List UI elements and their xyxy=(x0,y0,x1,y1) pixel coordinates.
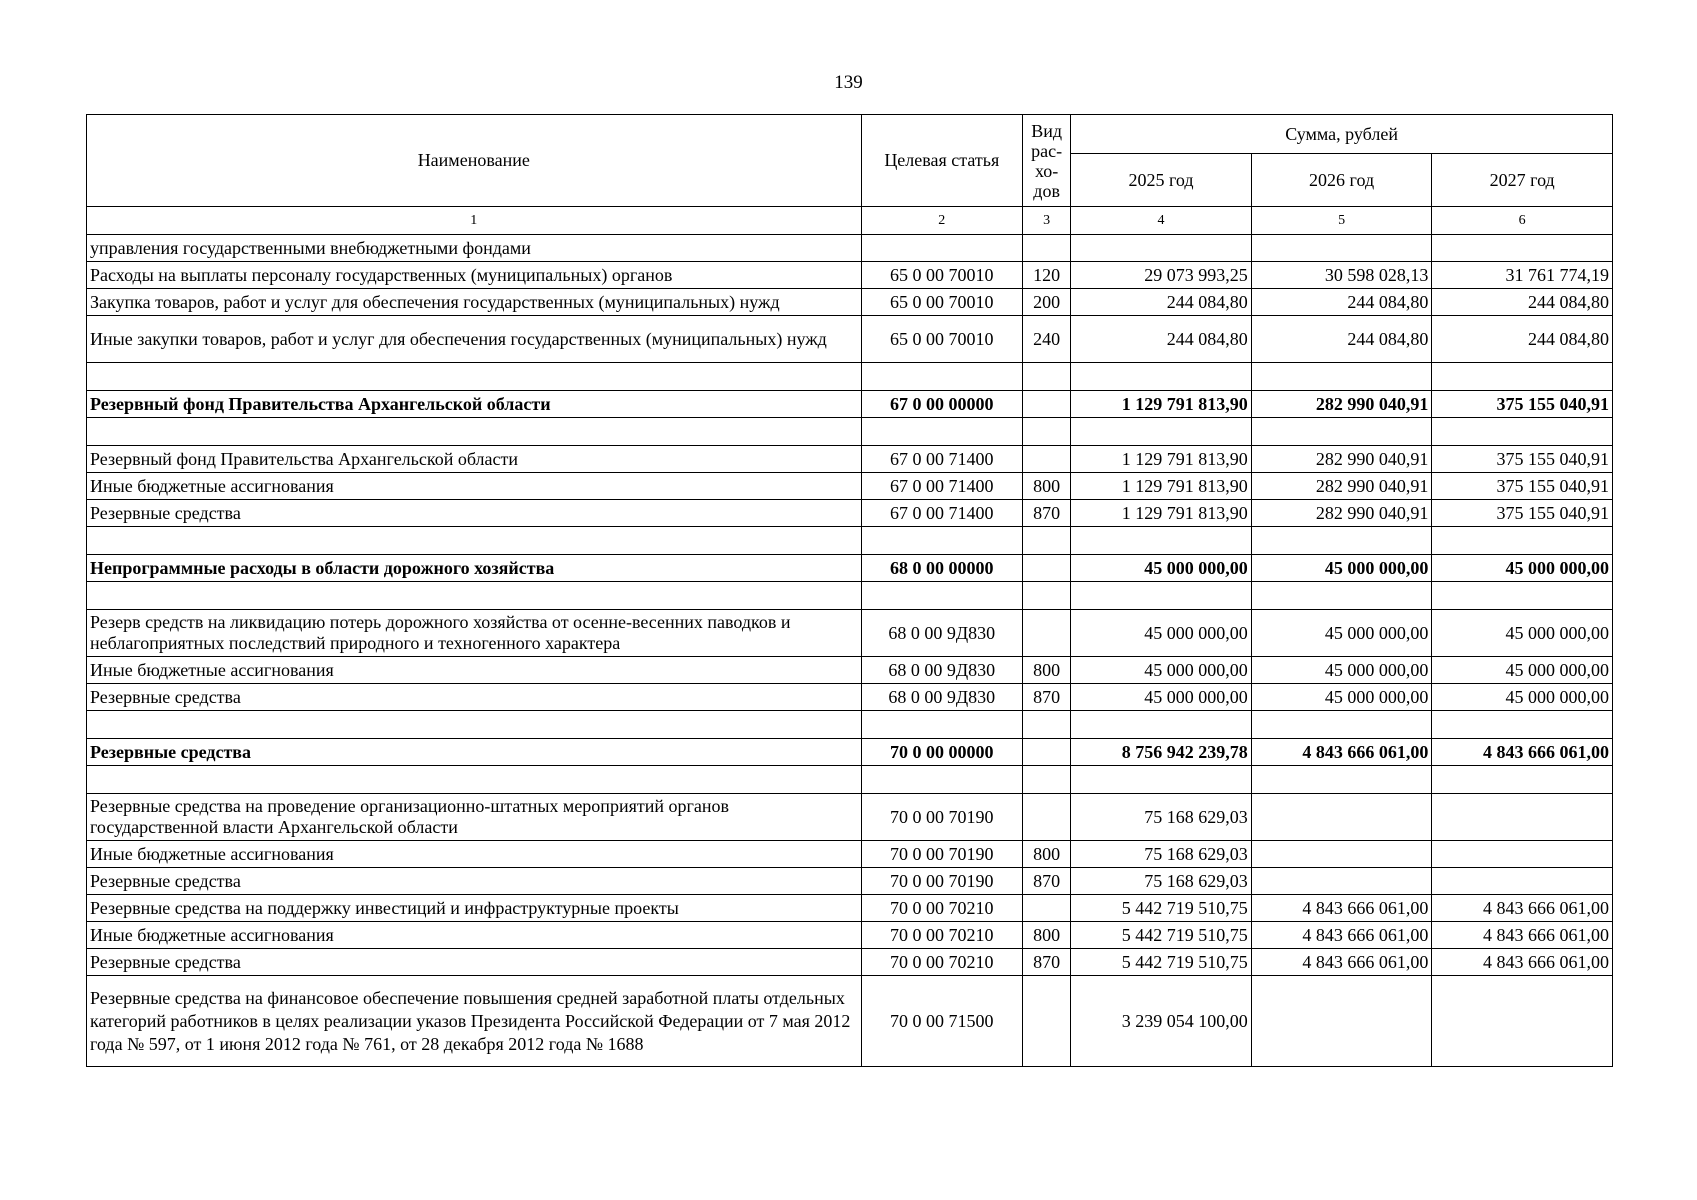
row-name: Закупка товаров, работ и услуг для обеспечения государственных (муниципальных) нужд xyxy=(87,289,862,316)
row-target-code: 65 0 00 70010 xyxy=(861,289,1023,316)
row-amount-2025 xyxy=(1071,418,1252,446)
row-amount-2026 xyxy=(1251,711,1432,739)
row-target-code: 65 0 00 70010 xyxy=(861,262,1023,289)
row-amount-2025: 45 000 000,00 xyxy=(1071,610,1252,657)
row-target-code: 70 0 00 70190 xyxy=(861,794,1023,841)
row-amount-2025: 29 073 993,25 xyxy=(1071,262,1252,289)
row-name: Иные бюджетные ассигнования xyxy=(87,922,862,949)
row-amount-2027 xyxy=(1432,527,1613,555)
row-amount-2027: 244 084,80 xyxy=(1432,289,1613,316)
table-row xyxy=(87,976,1613,1067)
table-row xyxy=(87,922,1613,949)
row-amount-2025: 1 129 791 813,90 xyxy=(1071,391,1252,418)
row-name: Расходы на выплаты персоналу государственных (муниципальных) органов xyxy=(87,262,862,289)
row-target-code: 70 0 00 70190 xyxy=(861,868,1023,895)
row-amount-2026: 282 990 040,91 xyxy=(1251,473,1432,500)
row-amount-2025: 75 168 629,03 xyxy=(1071,868,1252,895)
row-amount-2025: 244 084,80 xyxy=(1071,289,1252,316)
row-name: Иные бюджетные ассигнования xyxy=(87,473,862,500)
row-amount-2026 xyxy=(1251,418,1432,446)
row-expense-kind: 870 xyxy=(1023,500,1071,527)
row-target-code: 70 0 00 70210 xyxy=(861,895,1023,922)
row-amount-2026: 282 990 040,91 xyxy=(1251,500,1432,527)
row-amount-2026 xyxy=(1251,527,1432,555)
row-expense-kind: 800 xyxy=(1023,657,1071,684)
row-amount-2025: 45 000 000,00 xyxy=(1071,555,1252,582)
row-amount-2025: 5 442 719 510,75 xyxy=(1071,895,1252,922)
row-amount-2025: 75 168 629,03 xyxy=(1071,794,1252,841)
column-number: 5 xyxy=(1251,207,1432,235)
row-amount-2027: 375 155 040,91 xyxy=(1432,391,1613,418)
row-name: Резервные средства xyxy=(87,949,862,976)
row-name xyxy=(87,527,862,555)
row-expense-kind xyxy=(1023,895,1071,922)
row-expense-kind xyxy=(1023,711,1071,739)
row-amount-2025 xyxy=(1071,363,1252,391)
row-expense-kind: 800 xyxy=(1023,922,1071,949)
row-target-code: 70 0 00 70210 xyxy=(861,949,1023,976)
row-amount-2025: 244 084,80 xyxy=(1071,316,1252,363)
row-amount-2027 xyxy=(1432,418,1613,446)
row-target-code: 67 0 00 71400 xyxy=(861,446,1023,473)
row-amount-2026: 4 843 666 061,00 xyxy=(1251,922,1432,949)
table-body xyxy=(87,235,1613,1067)
row-name xyxy=(87,582,862,610)
row-name: Резервные средства на проведение организационно-штатных мероприятий органов государственной власти Архангельской области xyxy=(87,794,862,841)
row-target-code: 68 0 00 9Д830 xyxy=(861,657,1023,684)
table-row xyxy=(87,684,1613,711)
row-amount-2025: 45 000 000,00 xyxy=(1071,684,1252,711)
page-number: 139 xyxy=(834,72,863,93)
row-target-code xyxy=(861,235,1023,262)
row-name: Резервный фонд Правительства Архангельской области xyxy=(87,446,862,473)
row-amount-2027: 31 761 774,19 xyxy=(1432,262,1613,289)
row-name xyxy=(87,363,862,391)
row-target-code: 70 0 00 00000 xyxy=(861,739,1023,766)
row-amount-2027 xyxy=(1432,794,1613,841)
row-amount-2027 xyxy=(1432,235,1613,262)
row-expense-kind xyxy=(1023,766,1071,794)
row-amount-2026 xyxy=(1251,794,1432,841)
row-amount-2026: 45 000 000,00 xyxy=(1251,610,1432,657)
row-expense-kind xyxy=(1023,739,1071,766)
row-amount-2026: 4 843 666 061,00 xyxy=(1251,739,1432,766)
header-name: Наименование xyxy=(87,115,862,207)
row-expense-kind xyxy=(1023,794,1071,841)
row-amount-2027 xyxy=(1432,582,1613,610)
row-expense-kind: 870 xyxy=(1023,684,1071,711)
row-amount-2025: 3 239 054 100,00 xyxy=(1071,976,1252,1067)
table-row xyxy=(87,473,1613,500)
row-amount-2025: 8 756 942 239,78 xyxy=(1071,739,1252,766)
row-name xyxy=(87,711,862,739)
row-expense-kind: 240 xyxy=(1023,316,1071,363)
row-amount-2027: 375 155 040,91 xyxy=(1432,473,1613,500)
row-target-code: 70 0 00 70190 xyxy=(861,841,1023,868)
row-amount-2027 xyxy=(1432,841,1613,868)
row-amount-2026: 45 000 000,00 xyxy=(1251,657,1432,684)
table-row xyxy=(87,500,1613,527)
row-amount-2026 xyxy=(1251,868,1432,895)
row-expense-kind: 800 xyxy=(1023,473,1071,500)
row-amount-2027: 4 843 666 061,00 xyxy=(1432,739,1613,766)
row-amount-2025: 1 129 791 813,90 xyxy=(1071,446,1252,473)
row-amount-2027: 375 155 040,91 xyxy=(1432,500,1613,527)
column-number: 4 xyxy=(1071,207,1252,235)
header-year-2026: 2026 год xyxy=(1251,154,1432,207)
row-name: Иные бюджетные ассигнования xyxy=(87,841,862,868)
row-amount-2026 xyxy=(1251,976,1432,1067)
row-target-code xyxy=(861,527,1023,555)
table-row xyxy=(87,316,1613,363)
budget-table xyxy=(86,114,1613,1067)
row-name: Резерв средств на ликвидацию потерь дорожного хозяйства от осенне-весенних паводков и неблагоприятных последствий природного и техногенного характера xyxy=(87,610,862,657)
table-row xyxy=(87,527,1613,555)
row-amount-2025 xyxy=(1071,235,1252,262)
row-amount-2025: 5 442 719 510,75 xyxy=(1071,922,1252,949)
column-number: 6 xyxy=(1432,207,1613,235)
row-expense-kind xyxy=(1023,235,1071,262)
row-amount-2026 xyxy=(1251,582,1432,610)
row-expense-kind: 200 xyxy=(1023,289,1071,316)
row-amount-2027: 375 155 040,91 xyxy=(1432,446,1613,473)
column-number: 3 xyxy=(1023,207,1071,235)
table-row xyxy=(87,711,1613,739)
row-target-code xyxy=(861,582,1023,610)
row-amount-2027 xyxy=(1432,976,1613,1067)
table-row xyxy=(87,363,1613,391)
row-name: управления государственными внебюджетными фондами xyxy=(87,235,862,262)
row-amount-2027 xyxy=(1432,363,1613,391)
row-expense-kind: 120 xyxy=(1023,262,1071,289)
row-target-code: 67 0 00 00000 xyxy=(861,391,1023,418)
row-amount-2025 xyxy=(1071,527,1252,555)
table-row xyxy=(87,766,1613,794)
row-target-code xyxy=(861,766,1023,794)
row-expense-kind xyxy=(1023,976,1071,1067)
row-amount-2027: 244 084,80 xyxy=(1432,316,1613,363)
row-name: Резервные средства xyxy=(87,500,862,527)
row-expense-kind xyxy=(1023,446,1071,473)
row-name: Резервные средства xyxy=(87,868,862,895)
column-number: 2 xyxy=(861,207,1023,235)
table-row xyxy=(87,794,1613,841)
row-expense-kind xyxy=(1023,391,1071,418)
row-amount-2026 xyxy=(1251,363,1432,391)
row-amount-2026: 244 084,80 xyxy=(1251,289,1432,316)
row-target-code: 70 0 00 70210 xyxy=(861,922,1023,949)
table-row xyxy=(87,555,1613,582)
row-amount-2026: 45 000 000,00 xyxy=(1251,684,1432,711)
row-name: Резервные средства на финансовое обеспечение повышения средней заработной платы отдельных категорий работников в целях реализации указов Президента Российской Федерации от 7 мая 2012 года № 597, от 1 июня 2012 года № 761, от 28 декабря 2012 года № 1688 xyxy=(87,976,862,1067)
table-row xyxy=(87,289,1613,316)
row-name: Резервные средства на поддержку инвестиций и инфраструктурные проекты xyxy=(87,895,862,922)
row-name: Резервный фонд Правительства Архангельской области xyxy=(87,391,862,418)
row-name xyxy=(87,418,862,446)
table-row xyxy=(87,391,1613,418)
row-amount-2027: 45 000 000,00 xyxy=(1432,610,1613,657)
row-amount-2025: 1 129 791 813,90 xyxy=(1071,500,1252,527)
row-expense-kind xyxy=(1023,418,1071,446)
row-amount-2025: 1 129 791 813,90 xyxy=(1071,473,1252,500)
header-year-2027: 2027 год xyxy=(1432,154,1613,207)
row-amount-2025 xyxy=(1071,766,1252,794)
table-row xyxy=(87,446,1613,473)
table-row xyxy=(87,841,1613,868)
row-amount-2026: 45 000 000,00 xyxy=(1251,555,1432,582)
row-target-code: 65 0 00 70010 xyxy=(861,316,1023,363)
row-expense-kind: 870 xyxy=(1023,949,1071,976)
row-target-code: 70 0 00 71500 xyxy=(861,976,1023,1067)
table-row xyxy=(87,262,1613,289)
table-row xyxy=(87,235,1613,262)
header-code: Целевая статья xyxy=(861,115,1023,207)
row-expense-kind: 870 xyxy=(1023,868,1071,895)
row-target-code: 67 0 00 71400 xyxy=(861,473,1023,500)
row-expense-kind xyxy=(1023,555,1071,582)
row-amount-2027: 45 000 000,00 xyxy=(1432,555,1613,582)
table-row xyxy=(87,895,1613,922)
row-amount-2027: 4 843 666 061,00 xyxy=(1432,895,1613,922)
row-target-code: 67 0 00 71400 xyxy=(861,500,1023,527)
row-amount-2027: 45 000 000,00 xyxy=(1432,657,1613,684)
row-target-code: 68 0 00 9Д830 xyxy=(861,610,1023,657)
column-number: 1 xyxy=(87,207,862,235)
table-row xyxy=(87,657,1613,684)
row-target-code: 68 0 00 00000 xyxy=(861,555,1023,582)
row-expense-kind xyxy=(1023,363,1071,391)
row-name: Иные бюджетные ассигнования xyxy=(87,657,862,684)
row-amount-2025 xyxy=(1071,711,1252,739)
row-target-code xyxy=(861,711,1023,739)
row-amount-2026: 4 843 666 061,00 xyxy=(1251,949,1432,976)
row-target-code: 68 0 00 9Д830 xyxy=(861,684,1023,711)
row-expense-kind: 800 xyxy=(1023,841,1071,868)
row-target-code xyxy=(861,363,1023,391)
row-expense-kind xyxy=(1023,610,1071,657)
table-row xyxy=(87,739,1613,766)
row-amount-2025: 75 168 629,03 xyxy=(1071,841,1252,868)
row-amount-2026: 30 598 028,13 xyxy=(1251,262,1432,289)
table-row xyxy=(87,868,1613,895)
row-amount-2027: 4 843 666 061,00 xyxy=(1432,949,1613,976)
row-name: Непрограммные расходы в области дорожного хозяйства xyxy=(87,555,862,582)
row-amount-2027: 4 843 666 061,00 xyxy=(1432,922,1613,949)
table-row xyxy=(87,418,1613,446)
row-amount-2026 xyxy=(1251,235,1432,262)
header-sum: Сумма, рублей xyxy=(1071,115,1613,154)
table-row xyxy=(87,582,1613,610)
row-amount-2027 xyxy=(1432,868,1613,895)
row-amount-2027: 45 000 000,00 xyxy=(1432,684,1613,711)
header-year-2025: 2025 год xyxy=(1071,154,1252,207)
row-amount-2026: 282 990 040,91 xyxy=(1251,391,1432,418)
row-name: Резервные средства xyxy=(87,739,862,766)
row-amount-2027 xyxy=(1432,711,1613,739)
row-expense-kind xyxy=(1023,582,1071,610)
row-amount-2026 xyxy=(1251,841,1432,868)
row-amount-2026: 282 990 040,91 xyxy=(1251,446,1432,473)
table-row xyxy=(87,610,1613,657)
header-kind: Вид рас-хо-дов xyxy=(1023,115,1071,207)
row-amount-2025: 5 442 719 510,75 xyxy=(1071,949,1252,976)
row-amount-2026: 4 843 666 061,00 xyxy=(1251,895,1432,922)
row-target-code xyxy=(861,418,1023,446)
row-amount-2026: 244 084,80 xyxy=(1251,316,1432,363)
row-amount-2025: 45 000 000,00 xyxy=(1071,657,1252,684)
table-row xyxy=(87,949,1613,976)
row-amount-2026 xyxy=(1251,766,1432,794)
row-amount-2027 xyxy=(1432,766,1613,794)
row-name: Иные закупки товаров, работ и услуг для обеспечения государственных (муниципальных) нужд xyxy=(87,316,862,363)
row-name xyxy=(87,766,862,794)
row-amount-2025 xyxy=(1071,582,1252,610)
row-expense-kind xyxy=(1023,527,1071,555)
row-name: Резервные средства xyxy=(87,684,862,711)
